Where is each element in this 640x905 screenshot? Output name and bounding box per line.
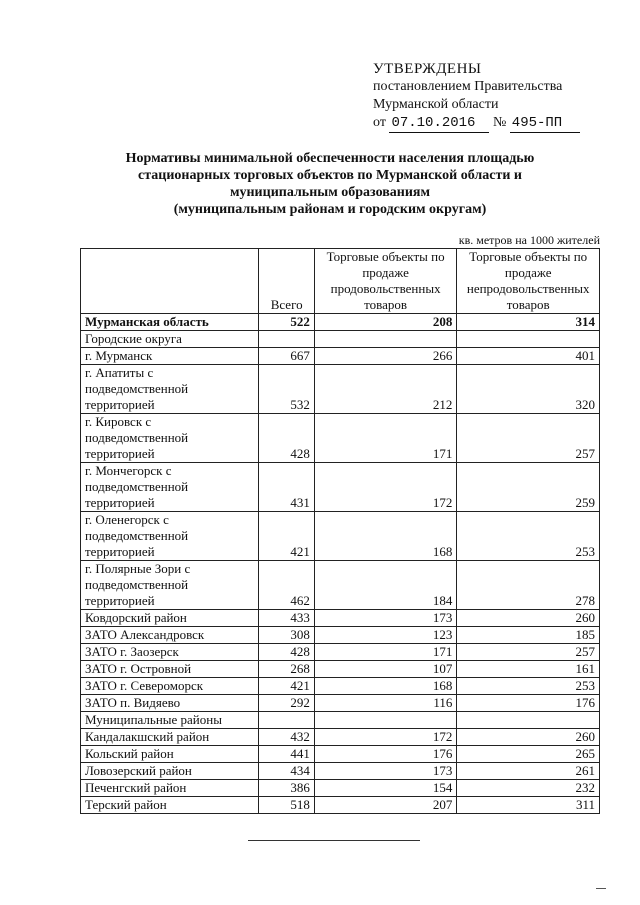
- row-name: г. Кировск с подведомственной территорией: [81, 414, 259, 463]
- row-food: 168: [314, 512, 457, 561]
- row-name: Кандалакшский район: [81, 729, 259, 746]
- row-food: 184: [314, 561, 457, 610]
- row-total: 268: [259, 661, 314, 678]
- footer-divider: [248, 840, 420, 841]
- table-body: [81, 314, 600, 814]
- title-line-4: (муниципальным районам и городским округам): [173, 202, 487, 217]
- section-empty: [314, 712, 457, 729]
- table-row: [81, 348, 600, 365]
- row-total: 432: [259, 729, 314, 746]
- row-nonfood: 320: [457, 365, 600, 414]
- row-total: 428: [259, 414, 314, 463]
- row-name: ЗАТО г. Североморск: [81, 678, 259, 695]
- table-row: [81, 780, 600, 797]
- section-empty: [259, 331, 314, 348]
- table-row: [81, 512, 600, 561]
- row-nonfood: 260: [457, 610, 600, 627]
- row-nonfood: 161: [457, 661, 600, 678]
- row-total: 434: [259, 763, 314, 780]
- row-total: 518: [259, 797, 314, 814]
- table-row: [81, 678, 600, 695]
- row-nonfood: 311: [457, 797, 600, 814]
- approval-title: УТВЕРЖДЕНЫ: [373, 61, 482, 77]
- approval-date-row: [373, 114, 580, 133]
- region-total: 522: [259, 314, 314, 331]
- table-row: [81, 561, 600, 610]
- row-name: ЗАТО г. Заозерск: [81, 644, 259, 661]
- row-food: 172: [314, 463, 457, 512]
- table-row: [81, 644, 600, 661]
- row-food: 266: [314, 348, 457, 365]
- row-food: 176: [314, 746, 457, 763]
- header-food: Торговые объекты по продаже продовольственных товаров: [314, 249, 457, 314]
- row-nonfood: 232: [457, 780, 600, 797]
- page-mark: [596, 888, 606, 889]
- row-total: 292: [259, 695, 314, 712]
- approval-date: 07.10.2016: [389, 114, 489, 133]
- section-city-label: Городские округа: [81, 331, 259, 348]
- row-name: г. Мончегорск с подведомственной территорией: [81, 463, 259, 512]
- approval-line-2: Мурманской области: [373, 97, 499, 112]
- table-row: [81, 661, 600, 678]
- number-prefix: №: [492, 115, 507, 130]
- row-name: ЗАТО Александровск: [81, 627, 259, 644]
- row-food: 173: [314, 610, 457, 627]
- table-row: [81, 746, 600, 763]
- title-line-3: муниципальным образованиям: [229, 185, 431, 200]
- row-food: 154: [314, 780, 457, 797]
- row-food: 168: [314, 678, 457, 695]
- title-line-1: Нормативы минимальной обеспеченности населения площадью: [125, 151, 535, 166]
- row-nonfood: 253: [457, 512, 600, 561]
- row-name: ЗАТО г. Островной: [81, 661, 259, 678]
- row-food: 172: [314, 729, 457, 746]
- table-row: [81, 414, 600, 463]
- row-total: 532: [259, 365, 314, 414]
- header-total: Всего: [259, 249, 314, 314]
- row-total: 462: [259, 561, 314, 610]
- approval-block: [373, 60, 580, 133]
- approval-line-1: постановлением Правительства: [373, 79, 563, 94]
- table-row: [81, 797, 600, 814]
- table-header-row: [81, 249, 600, 314]
- row-nonfood: 259: [457, 463, 600, 512]
- row-total: 421: [259, 512, 314, 561]
- table-row: [81, 763, 600, 780]
- approval-number: 495-ПП: [510, 114, 580, 133]
- row-food: 207: [314, 797, 457, 814]
- row-nonfood: 185: [457, 627, 600, 644]
- row-total: 433: [259, 610, 314, 627]
- norms-table: [80, 248, 600, 814]
- row-total: 386: [259, 780, 314, 797]
- row-food: 171: [314, 414, 457, 463]
- row-food: 173: [314, 763, 457, 780]
- section-empty: [259, 712, 314, 729]
- row-food: 116: [314, 695, 457, 712]
- row-nonfood: 265: [457, 746, 600, 763]
- table-row: [81, 627, 600, 644]
- row-name: г. Оленегорск с подведомственной территорией: [81, 512, 259, 561]
- row-food: 212: [314, 365, 457, 414]
- header-nonfood: Торговые объекты по продаже непродовольственных товаров: [457, 249, 600, 314]
- units-note: кв. метров на 1000 жителей: [458, 233, 600, 247]
- section-empty: [457, 712, 600, 729]
- row-total: 308: [259, 627, 314, 644]
- row-food: 123: [314, 627, 457, 644]
- section-row-city: [81, 331, 600, 348]
- row-food: 171: [314, 644, 457, 661]
- row-nonfood: 253: [457, 678, 600, 695]
- row-nonfood: 261: [457, 763, 600, 780]
- row-total: 667: [259, 348, 314, 365]
- row-name: Ловозерский район: [81, 763, 259, 780]
- section-empty: [314, 331, 457, 348]
- table-row: [81, 695, 600, 712]
- region-row: [81, 314, 600, 331]
- row-food: 107: [314, 661, 457, 678]
- section-empty: [457, 331, 600, 348]
- row-nonfood: 257: [457, 644, 600, 661]
- row-total: 421: [259, 678, 314, 695]
- table-row: [81, 365, 600, 414]
- header-name: [81, 249, 259, 314]
- table-row: [81, 729, 600, 746]
- row-name: ЗАТО п. Видяево: [81, 695, 259, 712]
- row-name: Кольский район: [81, 746, 259, 763]
- section-row-district: [81, 712, 600, 729]
- row-name: Ковдорский район: [81, 610, 259, 627]
- row-name: г. Полярные Зори с подведомственной территорией: [81, 561, 259, 610]
- row-name: Терский район: [81, 797, 259, 814]
- row-name: Печенгский район: [81, 780, 259, 797]
- date-prefix: от: [373, 115, 386, 130]
- title-line-2: стационарных торговых объектов по Мурманской области и: [138, 168, 522, 183]
- row-nonfood: 176: [457, 695, 600, 712]
- region-name: Мурманская область: [81, 314, 259, 331]
- row-nonfood: 260: [457, 729, 600, 746]
- row-nonfood: 278: [457, 561, 600, 610]
- region-nonfood: 314: [457, 314, 600, 331]
- row-name: г. Апатиты с подведомственной территорией: [81, 365, 259, 414]
- row-name: г. Мурманск: [81, 348, 259, 365]
- document-title: [60, 150, 600, 218]
- table-row: [81, 463, 600, 512]
- region-food: 208: [314, 314, 457, 331]
- row-total: 431: [259, 463, 314, 512]
- row-total: 441: [259, 746, 314, 763]
- row-nonfood: 257: [457, 414, 600, 463]
- table-row: [81, 610, 600, 627]
- row-total: 428: [259, 644, 314, 661]
- row-nonfood: 401: [457, 348, 600, 365]
- section-district-label: Муниципальные районы: [81, 712, 259, 729]
